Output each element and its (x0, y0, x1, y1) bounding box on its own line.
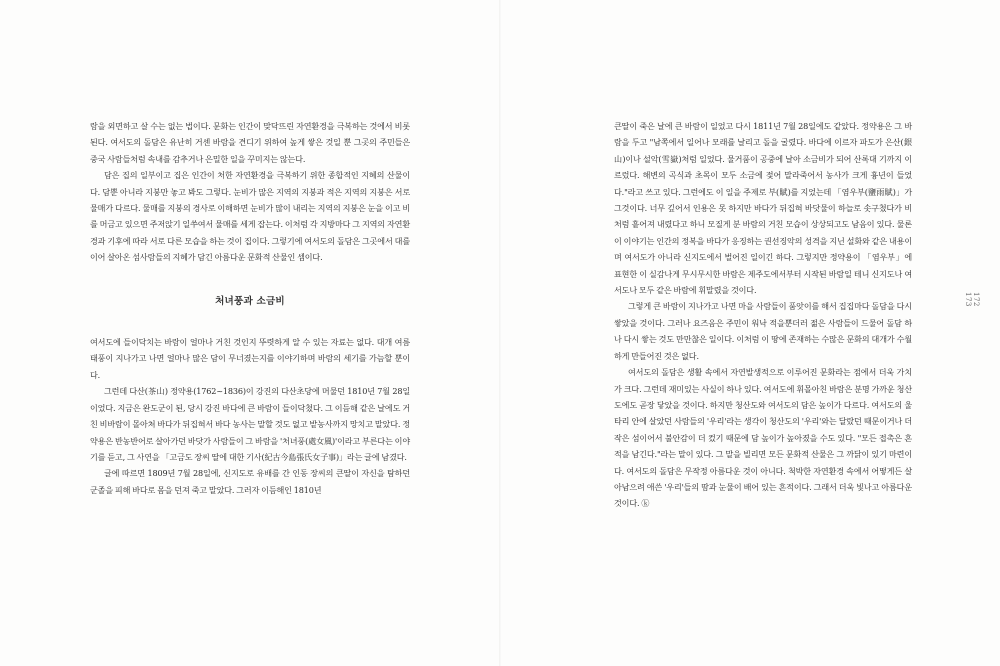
paragraph: 글에 따르면 1809년 7월 28일에, 신지도로 유배를 간 인동 장씨의 큰딸이 자신을 탐하던 군졸을 피해 바다로 몸을 던져 죽고 말았다. 그러자 이듬해인 1810년 (90, 468, 410, 495)
page-number-left: 172 (972, 292, 980, 307)
paragraph: 여서도에 들이닥치는 바람이 얼마나 거친 것인지 뚜렷하게 알 수 있는 자료는 없다. 대개 여름 태풍이 지나가고 나면 얼마나 많은 담이 무너졌는지를 이야기하며 바람의 세기를 가늠할 뿐이다. (90, 337, 410, 380)
paragraph: 여서도의 돌담은 생활 속에서 자연발생적으로 이루어진 문화라는 점에서 더욱 가치가 크다. 그런데 재미있는 사실이 하나 있다. 여서도에 휘몰아친 바람은 분명 가까운 청산도에도 곧장 닿았을 것이다. 하지만 청산도와 여서도의 담은 높이가 다르다. 여서도의 울타리 안에 살았던 사람들의 '우리'라는 생각이 청산도의 '우리'와는 달랐던 때문이거나 더 작은 섬이어서 불안감이 더 컸기 때문에 담 높이가 높아졌을 수도 있다. "모든 접촉은 흔적을 남긴다."라는 말이 있다. 그 말을 빌리면 모든 문화적 산물은 그 까닭이 있기 마련이다. 여서도의 돌담은 무작정 아름다운 것이 아니다. 척박한 자연환경 속에서 어떻게든 살아남으려 애쓴 '우리'들의 땀과 눈물이 배어 있는 흔적이다. 그래서 더욱 빛나고 아름다운 것이다. ⓚ (614, 367, 912, 509)
page-number-right: 173 (964, 292, 972, 307)
paragraph: 담은 집의 일부이고 집은 인간이 처한 자연환경을 극복하기 위한 종합적인 지혜의 산물이다. 담뿐 아니라 지붕만 놓고 봐도 그렇다. 눈비가 많은 지역의 지붕과 적은 지역의 지붕은 서로 물매가 다르다. 물매를 지붕의 경사로 이해하면 눈비가 많이 내리는 지역의 지붕은 눈을 이고 비를 머금고 있으면 주저앉기 일쑤여서 물매를 세게 잡는다. 이처럼 각 지방마다 그 지역의 자연환경과 기후에 따라 서로 다른 모습을 하는 것이 집이다. 그렇기에 여서도의 돌담은 그곳에서 대를 이어 살아온 섬사람들의 지혜가 담긴 아름다운 문화적 산물인 셈이다. (90, 170, 410, 263)
left-page (90, 118, 410, 498)
paragraph: 그렇게 큰 바람이 지나가고 나면 마을 사람들이 품앗이를 해서 집집마다 돌담을 다시 쌓았을 것이다. 그러나 요즈음은 주민이 워낙 적을뿐더러 젊은 사람들이 드물어 돌담 하나 다시 쌓는 것도 만만찮은 일이다. 이처럼 이 땅에 존재하는 수많은 문화의 대개가 수월하게 만들어진 것은 없다. (614, 301, 912, 361)
page-gutter (499, 0, 501, 666)
section-title: 처녀풍과 소금비 (215, 295, 285, 307)
paragraph: 람을 외면하고 살 수는 없는 법이다. 문화는 인간이 맞닥뜨린 자연환경을 극복하는 것에서 비롯된다. 여서도의 돌담은 유난히 거센 바람을 견디기 위하여 높게 쌓은 것일 뿐 그곳의 주민들은 중국 사람들처럼 속내를 감추거나 은밀한 일을 꾸미지는 않는다. (90, 121, 410, 164)
paragraph: 큰딸이 죽은 날에 큰 바람이 일었고 다시 1811년 7월 28일에도 같았다. 정약용은 그 바람을 두고 "남쪽에서 일어나 모래를 날리고 돌을 굴렸다. 바다에 이르자 파도가 은산(銀山)이나 설악(雪嶽)처럼 일었다. 물거품이 공중에 날아 소금비가 되어 산록대 기까지 이르렀다. 해변의 곡식과 초목이 모두 소금에 젖어 말라죽어서 농사가 크게 흉년이 들었다."라고 쓰고 있다. 그런에도 이 일을 주제로 부(賦)를 지었는데 「염우부(鹽雨賦)」가 그것이다. 너무 깊어서 인용은 못 하지만 바다가 뒤집혀 바닷물이 하늘로 솟구쳤다가 비처럼 흩어져 내렸다고 하니 모질게 분 바람의 거친 모습이 상상되고도 남음이 있다. 물론 이 이야기는 인간의 정복을 바다가 응징하는 권선징악의 성격을 지닌 설화와 같은 내용이며 여서도가 아니라 신지도에서 벌어진 일이긴 하다. 그렇지만 정약용이 「염우부」에 표현한 이 실감나게 무시무시한 바람은 제주도에서부터 시작된 바람일 테니 신지도나 여서도나 모두 같은 바람에 휘말렸을 것이다. (614, 121, 912, 296)
paragraph: 그런데 다산(茶山) 정약용(1762~1836)이 강진의 다산초당에 머물던 1810년 7월 28일이었다. 지금은 완도군이 된, 당시 강진 바다에 큰 바람이 들이닥쳤다. 그 이듬해 같은 날에도 거친 비바람이 몰아쳐 바다가 뒤집혀서 바다 농사는 말할 것도 없고 밭농사까지 망치고 말았다. 정약용은 반농반어로 살아가던 바닷가 사람들이 그 바람을 '처녀풍(處女風)'이라고 부른다는 이야기를 듣고, 그 사연을 「고금도 장씨 딸에 대한 기사(紀古今島張氏女子事)」라는 글에 남겼다. (90, 386, 410, 462)
page-numbers (964, 292, 980, 307)
right-page (614, 118, 912, 512)
